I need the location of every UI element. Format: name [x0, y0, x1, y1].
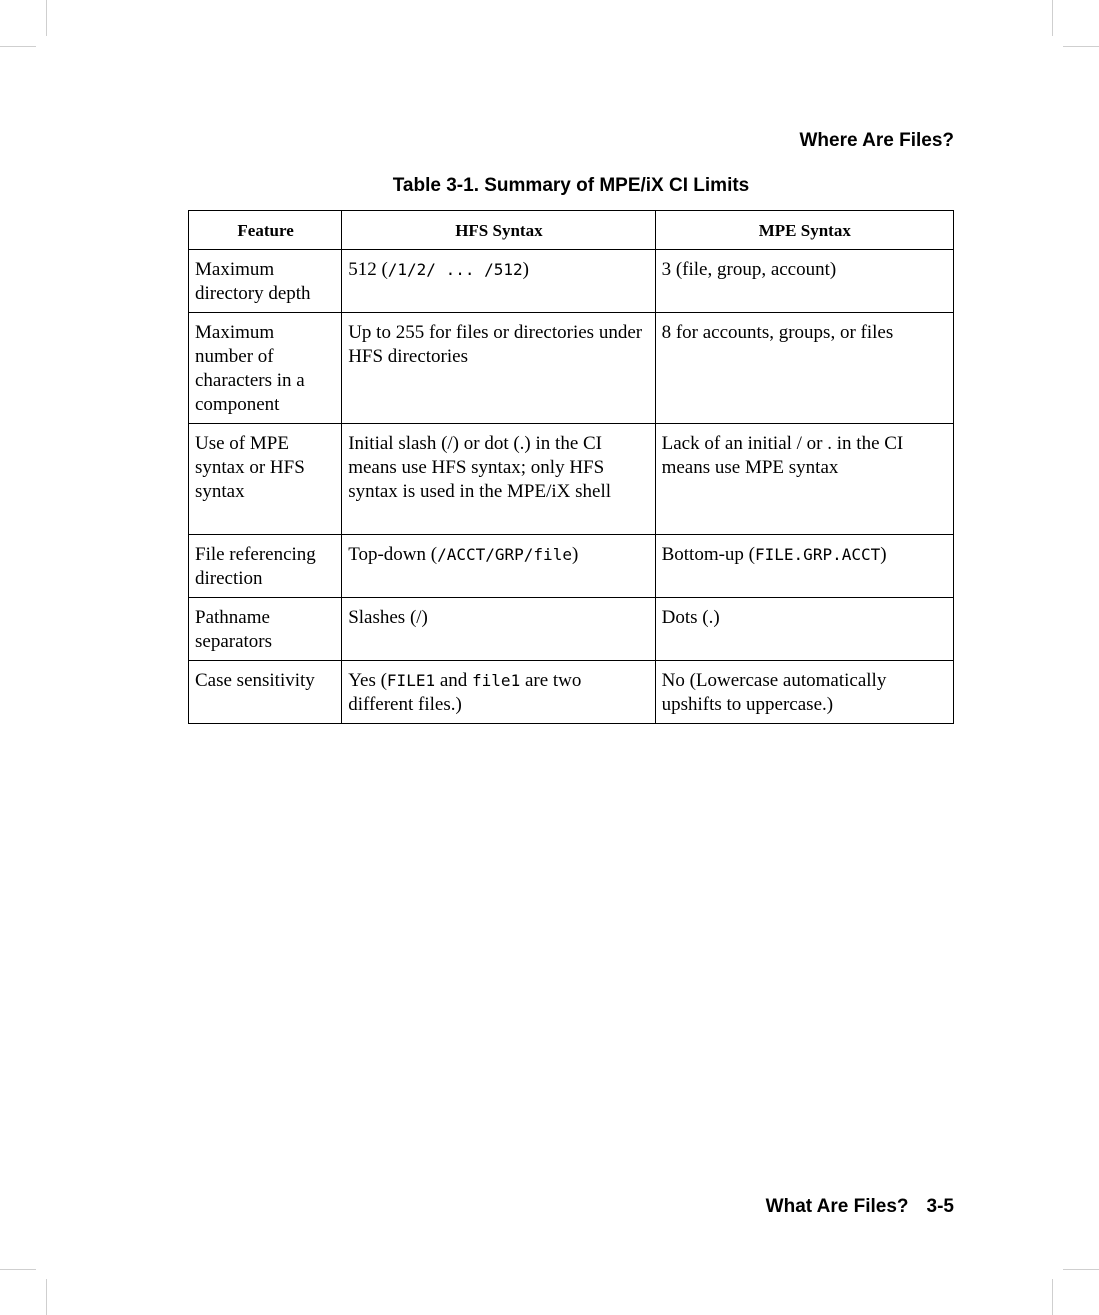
cell-text: are two different files.) — [348, 670, 582, 715]
cell-mpe-syntax — [655, 535, 953, 598]
running-head: Where Are Files? — [799, 130, 954, 151]
table-row — [189, 424, 954, 535]
table-row — [189, 250, 954, 313]
code-text: file1 — [472, 671, 521, 690]
table-caption: Table 3-1. Summary of MPE/iX CI Limits — [392, 175, 750, 196]
cell-feature: Maximum number of characters in a component — [189, 313, 342, 424]
cell-text: and — [435, 670, 473, 691]
header-feature: Feature — [189, 211, 342, 250]
header-mpe-syntax: MPE Syntax — [655, 211, 953, 250]
cell-hfs-syntax — [342, 313, 655, 424]
cell-text: No (Lowercase automatically upshifts to uppercase.) — [661, 670, 887, 715]
cell-text: Top-down ( — [348, 544, 438, 565]
cell-feature: Maximum directory depth — [189, 250, 342, 313]
cell-text: Up to 255 for files or directories under HFS directories — [348, 322, 643, 367]
cell-feature: Case sensitivity — [189, 661, 342, 724]
crop-mark — [46, 1279, 47, 1315]
cell-mpe-syntax — [655, 598, 953, 661]
cell-mpe-syntax — [655, 661, 953, 724]
cell-text: 8 for accounts, groups, or files — [661, 322, 894, 343]
cell-text: Initial slash (/) or dot (.) in the CI means use HFS syntax; only HFS syntax is used in the MPE/iX shell — [348, 433, 612, 502]
code-text: /1/2/ ... /512 — [387, 260, 523, 279]
crop-mark — [1063, 1269, 1099, 1270]
cell-hfs-syntax — [342, 598, 655, 661]
cell-text: Lack of an initial / or . in the CI means use MPE syntax — [661, 433, 904, 478]
cell-hfs-syntax — [342, 250, 655, 313]
header-hfs-syntax: HFS Syntax — [342, 211, 655, 250]
table-header-row — [189, 211, 954, 250]
cell-hfs-syntax — [342, 661, 655, 724]
cell-text: Bottom-up ( — [661, 544, 756, 565]
cell-mpe-syntax — [655, 424, 953, 535]
cell-text: Slashes (/) — [348, 607, 428, 628]
footer-chapter-title: What Are Files? — [765, 1196, 909, 1217]
code-text: /ACCT/GRP/file — [437, 545, 572, 564]
table-row — [189, 598, 954, 661]
cell-text: Dots (.) — [661, 607, 720, 628]
cell-mpe-syntax — [655, 250, 953, 313]
cell-hfs-syntax — [342, 535, 655, 598]
cell-feature: File referencing direction — [189, 535, 342, 598]
cell-feature: Use of MPE syntax or HFS syntax — [189, 424, 342, 535]
cell-feature: Pathname separators — [189, 598, 342, 661]
cell-text: 3 (file, group, account) — [661, 259, 837, 280]
code-text: FILE.GRP.ACCT — [755, 545, 881, 564]
cell-text: ) — [522, 259, 529, 280]
page-footer — [766, 1196, 954, 1218]
crop-mark — [46, 0, 47, 36]
table-row — [189, 313, 954, 424]
crop-mark — [1052, 0, 1053, 36]
limits-table — [188, 210, 954, 724]
crop-mark — [1052, 1279, 1053, 1315]
page-number: 3-5 — [926, 1196, 954, 1217]
table-row — [189, 661, 954, 724]
cell-text: 512 ( — [348, 259, 388, 280]
cell-text: Yes ( — [348, 670, 387, 691]
table-body — [189, 250, 954, 724]
cell-text: ) — [880, 544, 887, 565]
crop-mark — [1063, 46, 1099, 47]
cell-mpe-syntax — [655, 313, 953, 424]
cell-text: ) — [571, 544, 579, 565]
crop-mark — [0, 46, 36, 47]
code-text: FILE1 — [386, 671, 436, 690]
cell-hfs-syntax — [342, 424, 655, 535]
table-row — [189, 535, 954, 598]
crop-mark — [0, 1269, 36, 1270]
